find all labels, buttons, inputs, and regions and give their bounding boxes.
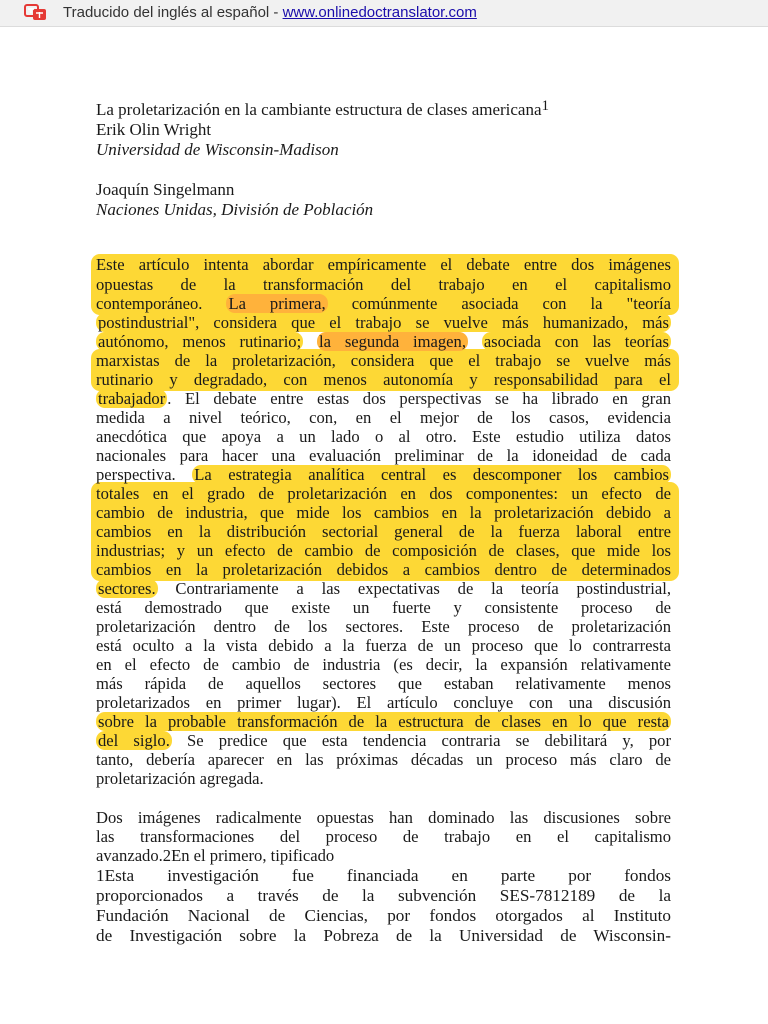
highlighted-text: sobre la probable transformación de la estructura de clases en lo que resta: [98, 712, 669, 731]
highlighted-text: trabajador: [98, 389, 166, 408]
line-text: está oculto a la vista debido a la fuerza de un proceso que lo contrarresta: [96, 636, 671, 655]
translator-notice-text: Traducido del inglés al español -: [63, 4, 283, 21]
line-text: nacionales para hacer una evaluación preliminar de la idoneidad de cada: [96, 446, 671, 465]
line-text: contemporáneo.: [96, 294, 203, 313]
abstract-line: [96, 351, 671, 370]
line-text: En el primero, tipificado: [171, 846, 335, 865]
line-text: más rápida de aquellos sectores que estaban relativamente menos: [96, 674, 671, 693]
abstract-line: [96, 617, 671, 636]
line-text: . El debate entre estas dos perspectivas se ha librado en gran: [167, 389, 671, 408]
footnote-number: 1: [96, 866, 105, 885]
line-text: anecdótica que apoya a un lado o al otro. Este estudio utiliza datos: [96, 427, 671, 446]
line-text: de Investigación sobre la Pobreza de la Universidad de Wisconsin-: [96, 926, 671, 945]
line-text: Dos imágenes radicalmente opuestas han dominado las discusiones sobre: [96, 808, 671, 827]
line-text: proletarización agregada.: [96, 769, 264, 788]
line-text: Se predice que esta tendencia contraria se debilitará y, por: [187, 731, 671, 750]
abstract-line: [96, 750, 671, 769]
highlighted-text: La estrategia analítica central es descomponer los cambios: [194, 465, 670, 484]
abstract-line: [96, 255, 671, 274]
highlighted-text: sectores.: [98, 579, 156, 598]
line-text: opuestas de la transformación del trabajo en el capitalismo: [96, 275, 671, 294]
line-text: Fundación Nacional de Ciencias, por fondos otorgados al Instituto: [96, 906, 671, 925]
line-text: comúnmente asociada con la "teoría: [351, 294, 671, 313]
line-text: tanto, debería aparecer en las próximas décadas un proceso más claro de: [96, 750, 671, 769]
abstract-line: [96, 522, 671, 541]
footnote-line: [96, 886, 671, 906]
abstract-line: [96, 693, 671, 712]
abstract-line: [96, 769, 671, 788]
author-name: Joaquín Singelmann: [96, 180, 235, 199]
abstract-line: [96, 484, 671, 503]
body-line: [96, 846, 671, 865]
abstract-line: [96, 655, 671, 674]
abstract-line: [96, 427, 671, 446]
paper-title: [96, 100, 656, 120]
abstract-line: [96, 598, 671, 617]
abstract-line: [96, 560, 671, 579]
abstract-line: [96, 541, 671, 560]
line-text: las transformaciones del proceso de trabajo en el capitalismo: [96, 827, 671, 846]
abstract-line: [96, 389, 671, 408]
title-footnote-marker: 1: [541, 98, 550, 114]
line-text: está demostrado que existe un fuerte y consistente proceso de: [96, 598, 671, 617]
line-text: proletarizados en primer lugar). El artículo concluye con una discusión: [96, 693, 671, 712]
line-text: cambio de industria, que mide los cambios en la proletarización debido a: [96, 503, 671, 522]
abstract-line: [96, 332, 671, 351]
line-text: totales en el grado de proletarización en dos componentes: un efecto de: [96, 484, 671, 503]
translator-link[interactable]: www.onlinedoctranslator.com: [282, 4, 477, 21]
abstract-line: [96, 313, 671, 332]
line-text: medida a nivel teórico, con, en el mejor de los casos, evidencia: [96, 408, 671, 427]
abstract-line: [96, 712, 671, 731]
paper-title-text: La proletarización en la cambiante estructura de clases americana: [96, 100, 542, 119]
author-affiliation: Naciones Unidas, División de Población: [96, 200, 374, 219]
paper-header-second-author: [96, 180, 656, 220]
highlighted-text: la segunda imagen,: [319, 332, 466, 351]
abstract-line: [96, 465, 671, 484]
footnote-line: [96, 866, 671, 886]
line-text: Contrariamente a las expectativas de la teoría postindustrial,: [175, 579, 671, 598]
highlighted-text: asociada con las teorías: [483, 332, 669, 351]
translator-banner: [0, 0, 768, 27]
line-text: cambios en la proletarización debidos a cambios dentro de determinados: [96, 560, 671, 579]
highlighted-text: postindustrial", considera que el trabajo se vuelve más humanizado, más: [98, 313, 669, 332]
line-text: cambios en la distribución sectorial general de la fuerza laboral entre: [96, 522, 671, 541]
abstract-line: [96, 731, 671, 750]
abstract-line: [96, 275, 671, 294]
line-text: avanzado.: [96, 846, 163, 865]
abstract-line: [96, 294, 671, 313]
highlighted-text: La primera,: [228, 294, 326, 313]
line-text: rutinario y degradado, con menos autonomía y responsabilidad para el: [96, 370, 671, 389]
abstract-line: [96, 370, 671, 389]
abstract-line: [96, 503, 671, 522]
line-text: industrias; y un efecto de cambio de composición de clases, que mide los: [96, 541, 671, 560]
line-text: Este artículo intenta abordar empíricamente el debate entre dos imágenes: [96, 255, 671, 274]
translator-notice: [63, 4, 477, 21]
line-text: en el efecto de cambio de industria (es decir, la expansión relativamente: [96, 655, 671, 674]
body-line: [96, 808, 671, 827]
line-text: proporcionados a través de la subvención SES-7812189 de la: [96, 886, 671, 905]
paper-header: [96, 100, 656, 160]
line-text: perspectiva.: [96, 465, 176, 484]
abstract-line: [96, 408, 671, 427]
highlighted-text: autónomo, menos rutinario;: [98, 332, 302, 351]
footnote-line: [96, 926, 671, 946]
abstract-line: [96, 579, 671, 598]
body-line: [96, 827, 671, 846]
highlighted-text: del siglo.: [98, 731, 170, 750]
line-text: Esta investigación fue financiada en parte por fondos: [104, 866, 671, 885]
line-text: proletarización dentro de los sectores. Este proceso de proletarización: [96, 617, 671, 636]
translator-logo-icon: [24, 4, 48, 22]
author-name: Erik Olin Wright: [96, 120, 212, 139]
author-affiliation: Universidad de Wisconsin-Madison: [96, 140, 339, 159]
abstract-line: [96, 636, 671, 655]
footnote-line: [96, 906, 671, 926]
footnote-marker: 2: [162, 846, 172, 865]
abstract-line: [96, 674, 671, 693]
line-text: marxistas de la proletarización, considera que el trabajo se vuelve más: [96, 351, 671, 370]
abstract-line: [96, 446, 671, 465]
